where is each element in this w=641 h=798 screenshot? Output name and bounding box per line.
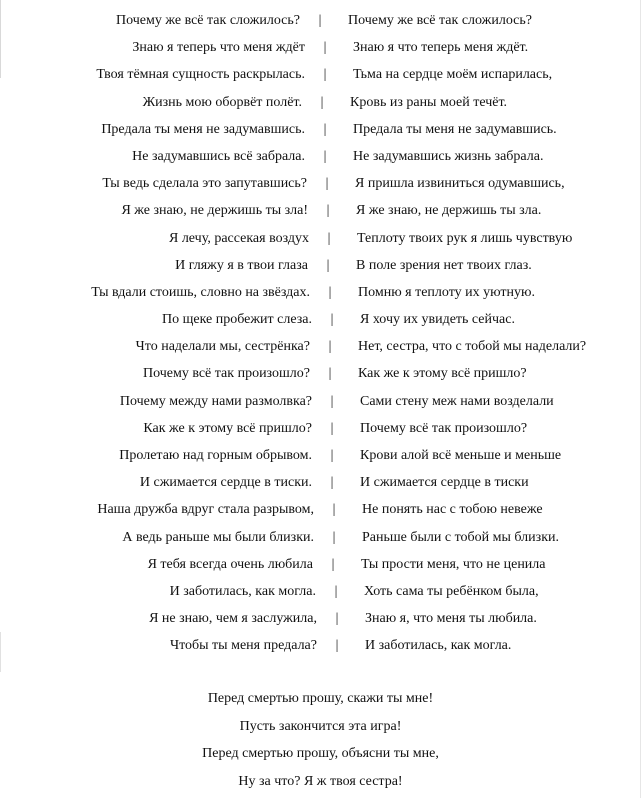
refrain-line: Перед смертью прошу, объясни ты мне, [202,746,439,761]
verse-right: Знаю я, что меня ты любила. [365,611,537,627]
verse-row [0,306,641,333]
refrain-line: Пусть закончится эта игра! [239,718,402,734]
verse-row [0,7,641,34]
verse-row [0,442,641,469]
verse-right: И сжимается сердце в тиски [360,475,529,491]
verse-left: Пролетаю над горным обрывом. [119,448,312,463]
verse-left: Предала ты меня не задумавшись. [101,121,305,137]
verse-right: Не задумавшись жизнь забрала. [353,148,544,164]
verse-left: Я же знаю, не держишь ты зла! [121,203,308,219]
verse-right: Почему всё так произошло? [360,420,528,436]
verse-right: Крови алой всё меньше и меньше [360,448,562,463]
verse-separator: | [330,420,334,436]
verse-row [0,197,641,224]
verse-left: Почему всё так произошло? [142,366,310,382]
verse-separator: | [335,638,339,654]
verse-separator: | [334,583,338,599]
verse-right: Как же к этому всё пришло? [358,366,527,382]
verse-left: Твоя тёмная сущность раскрылась. [96,67,305,83]
verse-left: Что наделали мы, сестрёнка? [135,339,310,355]
verse-row [0,333,641,360]
verse-separator: | [328,366,332,382]
verse-right: Я хочу их увидеть сейчас. [360,312,515,328]
verse-separator: | [323,67,327,83]
verse-row [0,360,641,387]
verse-row [0,469,641,496]
verse-row [0,143,641,170]
verse-separator: | [325,176,329,192]
verse-right: И заботилась, как могла. [365,638,512,654]
verse-separator: | [330,475,334,491]
verse-right: Теплоту твоих рук я лишь чувствую [357,230,573,246]
verse-row [0,34,641,61]
verse-right: Сами стену меж нами возделали [360,393,554,409]
verse-left: Почему между нами размолвка? [119,393,312,409]
verse-separator: | [326,257,330,273]
verse-row [0,605,641,632]
verse-left: Знаю я теперь что меня ждёт [132,40,305,56]
verse-left: Ты вдали стоишь, словно на звёздах. [91,284,310,300]
verse-row [0,279,641,306]
verse-left: Я лечу, рассекая воздух [168,230,309,246]
verse-left: По щеке пробежит слеза. [161,312,312,328]
verse-right: Я пришла извиниться одумавшись, [355,176,565,192]
verse-left: И заботилась, как могла. [169,583,316,599]
verse-separator: | [323,148,327,164]
verse-separator: | [327,230,331,246]
verse-right: Нет, сестра, что с тобой мы наделали? [358,339,587,355]
verse-row [0,116,641,143]
verse-left: Я тебя всегда очень любила [147,556,313,572]
verse-row [0,578,641,605]
verse-right: Помню я теплоту их уютную. [358,284,535,300]
verse-row [0,551,641,578]
verse-right: Предала ты меня не задумавшись. [353,121,557,137]
verse-row [0,388,641,415]
verse-right: Кровь из раны моей течёт. [350,94,508,110]
verse-row [0,524,641,551]
verse-left: И гляжу я в твои глаза [175,257,308,273]
verse-left: Наша дружба вдруг стала разрывом, [97,502,314,518]
verse-separator: | [326,203,330,219]
verse-left: Чтобы ты меня предала? [170,638,317,654]
verse-separator: | [330,448,334,463]
verse-left: А ведь раньше мы были близки. [122,529,314,545]
verse-separator: | [330,312,334,328]
verse-left: Жизнь мою оборвёт полёт. [142,94,302,110]
verse-left: И сжимается сердце в тиски. [139,475,312,491]
verse-separator: | [320,94,324,110]
verse-separator: | [328,339,332,355]
verse-separator: | [323,40,327,56]
verse-separator: | [328,284,332,300]
verse-separator: | [335,611,339,627]
verse-right: Почему же всё так сложилось? [348,13,532,28]
verse-row [0,632,641,659]
verse-separator: | [318,13,322,28]
verse-left: Не задумавшись всё забрала. [132,148,305,164]
verse-separator: | [332,502,336,518]
verse-separator: | [323,121,327,137]
verse-right: Я же знаю, не держишь ты зла. [356,203,542,219]
verse-separator: | [330,393,334,409]
refrain-line: Перед смертью прошу, скажи ты мне! [207,691,434,706]
verse-right: Тьма на сердце моём испарилась, [353,67,553,83]
verse-row [0,170,641,197]
verse-left: Почему же всё так сложилось? [116,13,300,28]
verse-right: В поле зрения нет твоих глаз. [356,257,532,273]
verse-right: Хоть сама ты ребёнком была, [364,583,539,599]
verse-row [0,61,641,88]
verse-left: Ты ведь сделала это запутавшись? [102,176,307,192]
verse-right: Знаю я что теперь меня ждёт. [353,40,529,56]
verse-left: Я не знаю, чем я заслужила, [149,611,317,627]
verse-separator: | [332,529,336,545]
poem-dialogue-verses [0,7,641,660]
verse-row [0,496,641,523]
verse-row [0,225,641,252]
verse-row [0,252,641,279]
verse-left: Как же к этому всё пришло? [143,420,312,436]
verse-right: Не понять нас с тобою невеже [362,502,543,518]
verse-separator: | [331,556,335,572]
poem-refrain [0,685,641,795]
refrain-line: Ну за что? Я ж твоя сестра! [238,773,403,789]
verse-right: Ты прости меня, что не ценила [361,556,546,572]
verse-row [0,89,641,116]
verse-row [0,415,641,442]
verse-right: Раньше были с тобой мы близки. [362,529,559,545]
